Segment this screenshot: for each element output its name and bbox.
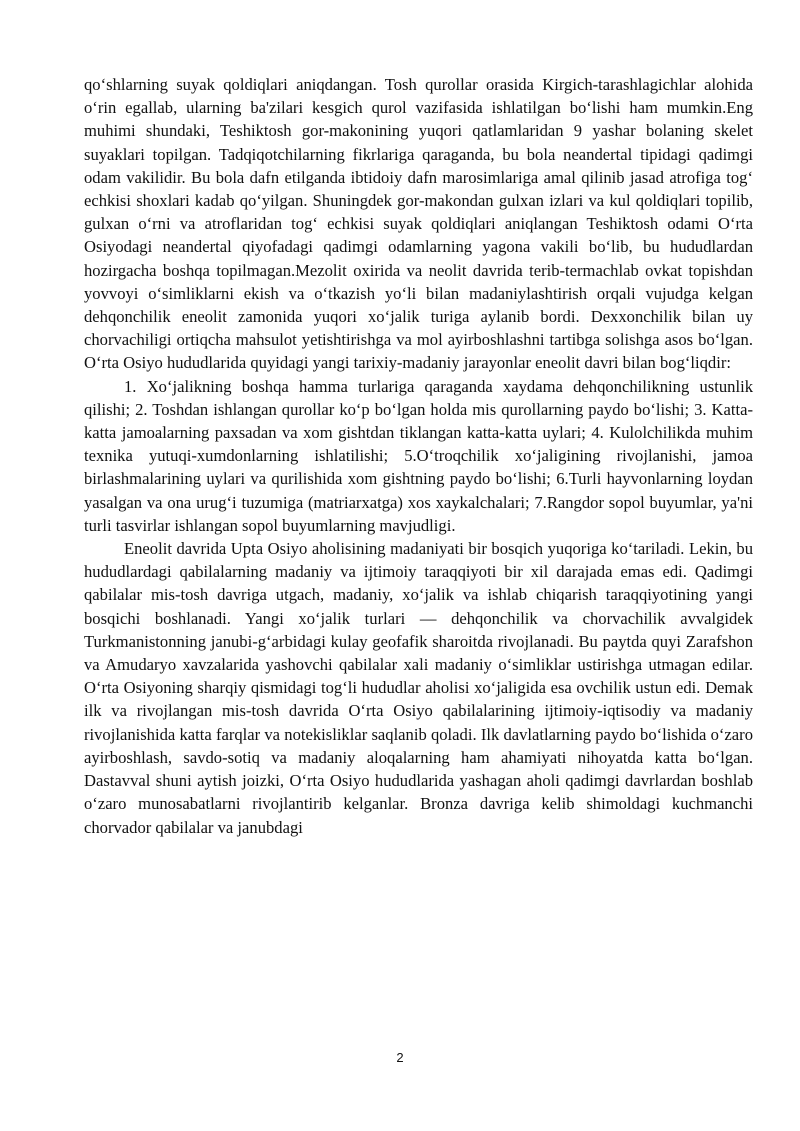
paragraph-eneolit-features: 1. Xo‘jalikning boshqa hamma turlariga qaraganda xaydama dehqonchilikning ustunlik qilishi; 2. Toshdan ishlangan qurollar ko‘p bo‘lgan holda mis qurollarning paydo bo‘lishi; 3. Katta-katta jamoalarning paxsadan va xom gishtdan tiklangan katta-katta uylari; 4. Kulolchilikda muhim texnika yutuqi-xumdonlarning ishlatilishi; 5.O‘troqchilik xo‘jaligining rivojlanishi, jamoa birlashmalarining uylari va qurilishida xom gishtning paydo bo‘lishi; 6.Turli hayvonlarning loydan yasalgan va ona urug‘i tuzumiga (matriarxatga) xos xaykalchalari; 7.Rangdor sopol buyumlar, ya'ni turli tasvirlar ishlangan sopol buyumlarning mavjudligi. [84, 376, 753, 535]
document-page [84, 73, 753, 839]
paragraph-teshiktosh: qo‘shlarning suyak qoldiqlari aniqdangan. Tosh qurollar orasida Kirgich-tarashlagichlar alohida o‘rin egallab, ularning ba'zilari kesgich qurol vazifasida ishlatilgan bo‘lishi ham mumkin.Eng muhimi shundaki, Teshiktosh gor-makonining yuqori qatlamlaridan 9 yashar bolaning skelet suyaklari topilgan. Tadqiqotchilarning fikrlariga qaraganda, bu bola neandertal tipidagi qadimgi odam vakilidir. Bu bola dafn etilganda ibtidoiy dafn marosimlariga amal qilinib jasad atrofiga tog‘ echkisi shoxlari kadab qo‘yilgan. Shuningdek gor-makondan gulxan izlari va kul qoldiqlari topilib, gulxan o‘rni va atroflaridan tog‘ echkisi suyak qoldiqlari aniqlangan Teshiktosh odami O‘rta Osiyodagi neandertal qiyofadagi qadimgi odamlarning yagona vakili bo‘lib, bu hududlardan hozirgacha boshqa topilmagan.Mezolit oxirida va neolit davrida terib-termachlab ovkat topishdan yovvoyi o‘simliklarni ekish va o‘tkazish yo‘li bilan madaniylashtirish orqali vujudga kelgan dehqonchilik eneolit zamonida yuqori xo‘jalik turiga aylanib bordi. Dexxonchilik bilan uy chorvachiligi ortiqcha mahsulot yetishtirishga va mol ayirboshlashni tartibga solishga asos bo‘lgan. O‘rta Osiyo hududlarida quyidagi yangi tarixiy-madaniy jarayonlar eneolit davri bilan bog‘liqdir: [84, 75, 753, 373]
page-number: 2 [396, 1050, 404, 1065]
paragraph-eneolit-culture: Eneolit davrida Upta Osiyo aholisining madaniyati bir bosqich yuqoriga ko‘tariladi. Lekin, bu hududlardagi qabilalarning madaniy va ijtimoiy taraqqiyoti bir xil darajada emas edi. Qadimgi qabilalar mis-tosh davriga utgach, madaniy, xo‘jalik va ishlab chiqarish taraqqiyotining yangi bosqichi boshlanadi. Yangi xo‘jalik turlari — dehqonchilik va chorvachilik avvalgidek Turkmanistonning janubi-g‘arbidagi kulay geofafik sharoitda rivojlanadi. Bu paytda quyi Zarafshon va Amudaryo xavzalarida yashovchi qabilalar xali madaniy o‘simliklar ustirishga utmagan edilar. O‘rta Osiyoning sharqiy qismidagi tog‘li hududlar aholisi xo‘jaligida esa ovchilik ustun edi. Demak ilk va rivojlangan mis-tosh davrida O‘rta Osiyo qabilalarining ijtimoiy-iqtisodiy va madaniy rivojlanishida katta farqlar va notekisliklar saqlanib qoladi. Ilk davlatlarning paydo bo‘lishida o‘zaro ayirboshlash, savdo-sotiq va madaniy aloqalarning ham ahamiyati nihoyatda katta bo‘lgan. Dastavval shuni aytish joizki, O‘rta Osiyo hududlarida yashagan aholi qadimgi davrlardan boshlab o‘zaro munosabatlarni rivojlantirib kelganlar. Bronza davriga kelib shimoldagi kuchmanchi chorvador qabilalar va janubdagi [84, 539, 753, 837]
